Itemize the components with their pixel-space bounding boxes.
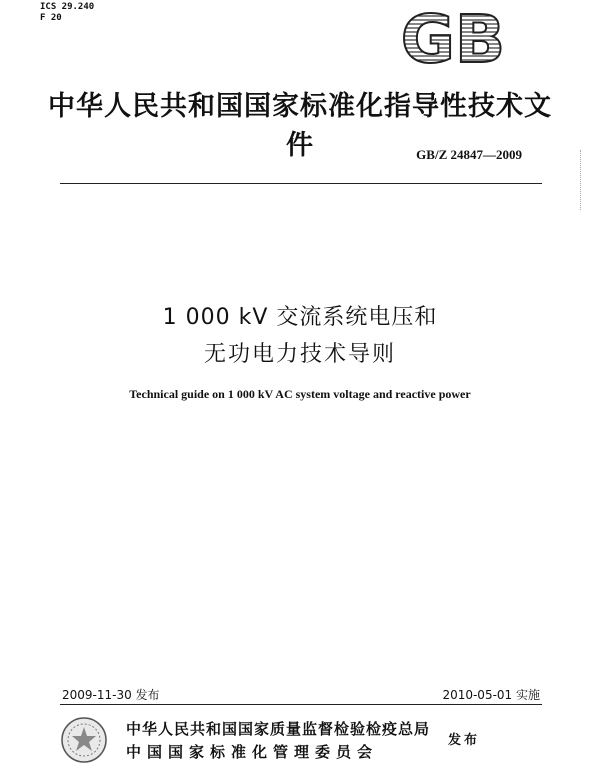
issue-date: 2009-11-30 发布 — [62, 688, 160, 702]
issuer-aqsiq: 中华人民共和国国家质量监督检验检疫总局 — [126, 720, 431, 738]
ccs-code: F 20 — [40, 13, 62, 23]
scan-edge-marks — [580, 150, 587, 210]
document-type: 中华人民共和国国家标准化指导性技术文件 — [48, 91, 552, 161]
footer-divider — [60, 704, 542, 706]
issuer-sac: 中国国家标准化管理委员会 — [126, 743, 379, 761]
title-cn-line1: 1 000 kV 交流系统电压和 — [162, 305, 438, 330]
standard-number: GB/Z 24847—2009 — [416, 147, 522, 162]
ics-code: ICS 29.240 — [40, 2, 95, 12]
implement-date: 2010-05-01 实施 — [442, 688, 540, 702]
emblem-seal-icon — [60, 716, 108, 764]
classification-codes — [40, 2, 94, 24]
gb-logo — [398, 6, 508, 68]
title-en: Technical guide on 1 000 kV AC system voltage and reactive power — [129, 387, 471, 401]
header-divider — [60, 183, 542, 185]
publish-label: 发布 — [448, 733, 481, 748]
title-cn-line2: 无功电力技术导则 — [203, 342, 396, 367]
gb-logo-text: GB — [400, 6, 506, 68]
